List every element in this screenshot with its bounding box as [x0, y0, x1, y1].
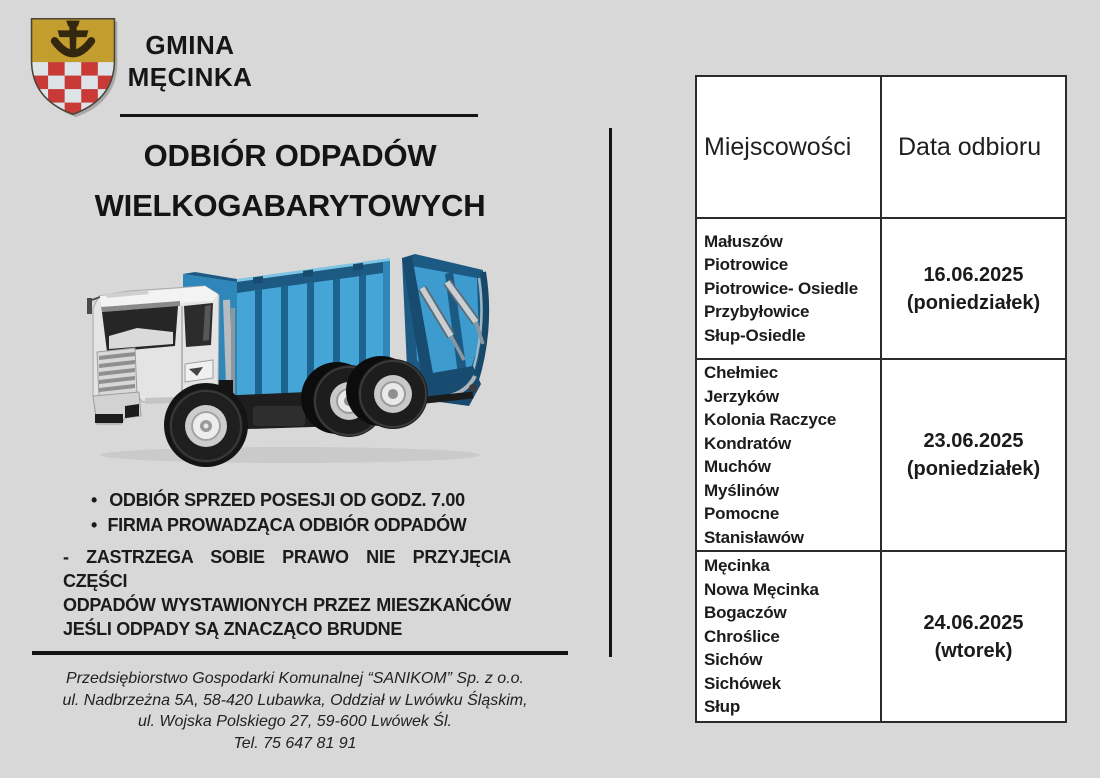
garbage-truck-illustration [85, 248, 495, 468]
collection-date: 24.06.2025 [923, 611, 1024, 634]
text-line: Tel. 75 647 81 91 [233, 734, 357, 752]
date-cell-row2 [880, 358, 1065, 550]
bullet-icon: • [91, 490, 98, 510]
text-line: ul. Wojska Polskiego 27, 59-600 Lwówek Śl. [138, 713, 452, 730]
municipality-name [122, 29, 258, 93]
collection-day: (wtorek) [934, 639, 1013, 662]
text-line: Męcinka [704, 556, 770, 576]
text-line: Stanisławów [704, 527, 804, 547]
poster-title-line2: WIELKOGABARYTOWYCH [94, 188, 486, 223]
text-line: Słup [704, 697, 741, 717]
text-line: Przybyłowice [704, 302, 810, 322]
rear-wheels [301, 356, 428, 437]
footer-divider [32, 651, 568, 655]
content-divider [609, 128, 612, 657]
places-cell-row1 [697, 217, 880, 358]
places-cell-row2 [697, 358, 880, 550]
bullet-icon: • [91, 515, 98, 535]
text-line: Nowa Męcinka [704, 579, 819, 599]
text-line: Chroślice [704, 626, 780, 646]
note-paragraph-line: JEŚLI ODPADY SĄ ZNACZĄCO BRUDNE [63, 619, 403, 639]
date-cell-row1 [880, 217, 1065, 358]
places-cell-row3 [697, 550, 880, 721]
poster-title-line1: ODBIÓR ODPADÓW [143, 138, 437, 173]
text-line: Chełmiec [704, 363, 778, 382]
municipality-line1: GMINA [145, 30, 235, 60]
note-paragraph-line: - ZASTRZEGA SOBIE PRAWO NIE PRZYJĘCIA CZĘŚCI [63, 547, 511, 591]
text-line: Muchów [704, 457, 771, 476]
column-header-date: Data odbioru [880, 77, 1065, 217]
bullet-item [63, 488, 511, 513]
note-paragraph-line: ODPADÓW WYSTAWIONYCH PRZEZ MIESZKAŃCÓW [63, 595, 511, 615]
schedule-table [695, 75, 1067, 723]
text-line: Kondratów [704, 433, 791, 453]
coat-of-arms-icon [24, 12, 122, 120]
checker-field [32, 62, 115, 116]
text-line: ul. Nadbrzeżna 5A, 58-420 Lubawka, Oddział w Lwówku Śląskim, [62, 691, 528, 709]
text-line: Kolonia Raczyce [704, 410, 837, 429]
bullet-text: ODBIÓR SPRZED POSESJI OD GODZ. 7.00 [109, 490, 465, 510]
note-paragraph [63, 545, 511, 641]
column-header-places: Miejscowości [704, 132, 852, 161]
text-line: Małuszów [704, 231, 783, 251]
text-line: Jerzyków [704, 386, 779, 406]
collection-date: 23.06.2025 [923, 430, 1024, 452]
text-line: Słup-Osiedle [704, 325, 806, 345]
collection-day: (poniedziałek) [906, 458, 1041, 480]
collection-day: (poniedziałek) [906, 291, 1041, 314]
text-line: Piotrowice [704, 255, 788, 275]
date-cell-row3 [880, 550, 1065, 721]
bullet-text: FIRMA PROWADZĄCA ODBIÓR ODPADÓW [107, 515, 467, 535]
municipality-line2: MĘCINKA [127, 62, 253, 92]
collection-date: 16.06.2025 [923, 263, 1024, 286]
text-line: Przedsiębiorstwo Gospodarki Komunalnej “SANIKOM” Sp. z o.o. [66, 670, 524, 687]
company-footer [25, 668, 565, 754]
collection-notes [63, 488, 511, 641]
text-line: Myślinów [704, 480, 779, 500]
front-wheel [164, 383, 248, 467]
header-underline [120, 114, 478, 117]
poster-title [28, 131, 552, 231]
text-line: Bogaczów [704, 603, 787, 623]
text-line: Pomocne [704, 504, 780, 523]
bullet-item [63, 513, 511, 538]
text-line: Sichów [704, 650, 763, 670]
text-line: Piotrowice- Osiedle [704, 278, 858, 298]
text-line: Sichówek [704, 673, 781, 693]
